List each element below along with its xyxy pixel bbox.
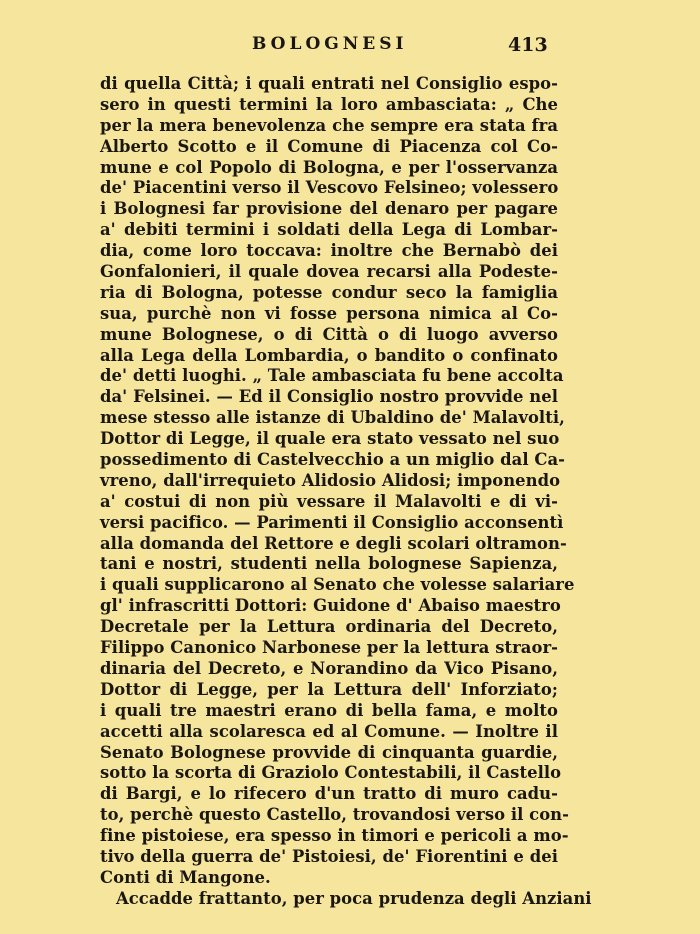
- text-line: per la mera benevolenza che sempre era stata fra: [100, 115, 558, 135]
- text-line: sotto la scorta di Graziolo Contestabili, il Castello: [100, 763, 562, 783]
- text-line: Conti di Mangone.: [100, 867, 271, 887]
- text-line: dinaria del Decreto, e Norandino da Vico Pisano,: [100, 658, 558, 678]
- page-number: 413: [508, 34, 548, 56]
- text-line: to, perchè questo Castello, trovandosi verso il con-: [100, 805, 570, 825]
- text-line: Accadde frattanto, per poca prudenza degli Anziani: [116, 888, 592, 908]
- text-line: da' Felsinei. — Ed il Consiglio nostro provvide nel: [100, 387, 558, 407]
- text-line: de' detti luoghi. „ Tale ambasciata fu bene accolta: [100, 366, 564, 386]
- text-line: Decretale per la Lettura ordinaria del Decreto,: [100, 617, 558, 637]
- text-line: Alberto Scotto e il Comune di Piacenza col Co-: [100, 136, 558, 156]
- text-line: alla domanda del Rettore e degli scolari oltramon-: [100, 533, 567, 553]
- running-title: BOLOGNESI: [252, 34, 408, 54]
- text-line: i quali supplicarono al Senato che volesse salariare: [100, 575, 575, 595]
- text-line: di Bargi, e lo rifecero d'un tratto di muro cadu-: [100, 784, 558, 804]
- text-line: de' Piacentini verso il Vescovo Felsineo; volessero: [100, 178, 559, 198]
- text-line: i quali tre maestri erano di bella fama, e molto: [100, 700, 558, 720]
- text-line: fine pistoiese, era spesso in timori e pericoli a mo-: [100, 826, 569, 846]
- text-line: Senato Bolognese provvide di cinquanta guardie,: [100, 742, 558, 762]
- text-line: possedimento di Castelvecchio a un miglio dal Ca-: [100, 450, 565, 470]
- text-line: mune Bolognese, o di Città o di luogo avverso: [100, 324, 558, 344]
- text-line: ria di Bologna, potesse condur seco la famiglia: [100, 282, 558, 302]
- text-line: sua, purchè non vi fosse persona nimica al Co-: [100, 303, 558, 323]
- text-line: alla Lega della Lombardia, o bandito o confinato: [100, 345, 558, 365]
- text-line: Gonfalonieri, il quale dovea recarsi alla Podeste-: [100, 262, 558, 282]
- text-line: tani e nostri, studenti nella bolognese Sapienza,: [100, 554, 558, 574]
- text-line: accetti alla scolaresca ed al Comune. — Inoltre il: [100, 721, 558, 741]
- text-line: i Bolognesi far provisione del denaro per pagare: [100, 199, 558, 219]
- text-line: versi pacifico. — Parimenti il Consiglio acconsentì: [100, 512, 564, 532]
- text-line: tivo della guerra de' Pistoiesi, de' Fiorentini e dei: [100, 846, 558, 866]
- text-line: mune e col Popolo di Bologna, e per l'osservanza: [100, 157, 558, 177]
- text-line: mese stesso alle istanze di Ubaldino de' Malavolti,: [100, 408, 565, 428]
- text-line: Filippo Canonico Narbonese per la lettura straor-: [100, 638, 558, 658]
- text-line: a' debiti termini i soldati della Lega di Lombar-: [100, 220, 558, 240]
- text-line: dia, come loro toccava: inoltre che Bernabò dei: [100, 241, 558, 261]
- text-line: di quella Città; i quali entrati nel Consiglio espo-: [100, 74, 558, 93]
- text-line: vreno, dall'irrequieto Alidosio Alidosi; imponendo: [100, 470, 561, 490]
- text-line: Dottor di Legge, per la Lettura dell' Inforziato;: [100, 679, 558, 699]
- body-text: [100, 74, 592, 910]
- text-line: Dottor di Legge, il quale era stato vessato nel suo: [100, 429, 560, 449]
- text-line: sero in questi termini la loro ambasciata: „ Che: [100, 94, 558, 114]
- text-line: a' costui di non più vessare il Malavolti e di vi-: [100, 491, 558, 511]
- text-line: gl' infrascritti Dottori: Guidone d' Abaiso maestro: [100, 596, 561, 616]
- page-header: [0, 34, 700, 60]
